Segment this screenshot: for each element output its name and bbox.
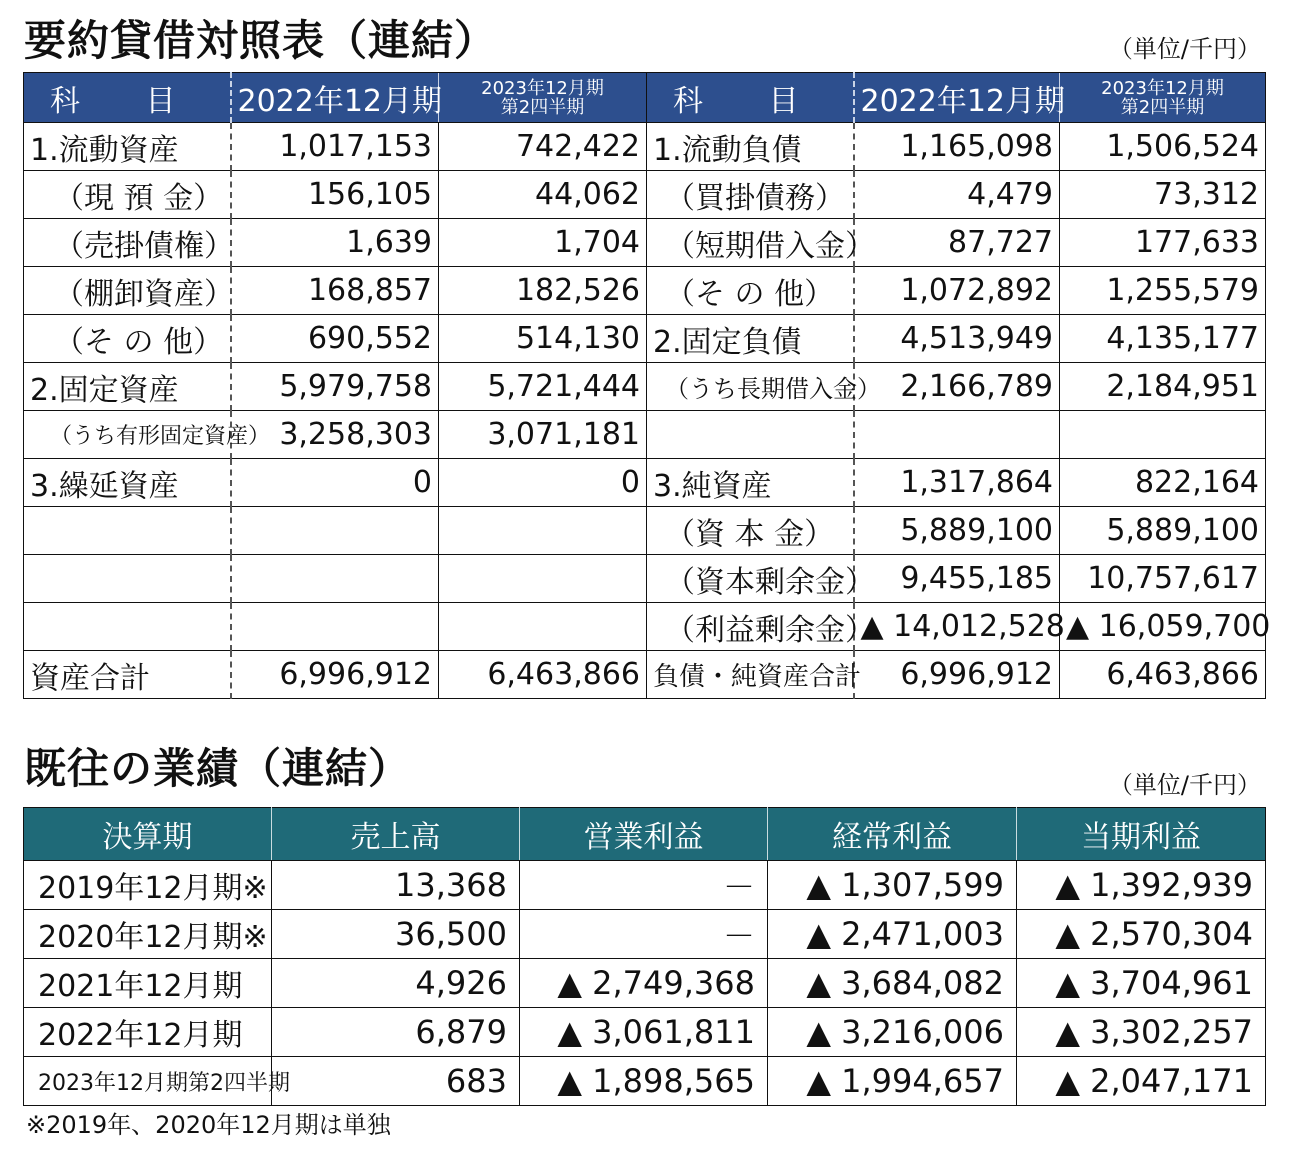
header-2022-liabilities: 2022年12月期 bbox=[854, 73, 1060, 123]
table-row bbox=[24, 267, 1266, 315]
performance-header-row bbox=[24, 808, 1266, 861]
asset-value-2023q2 bbox=[439, 507, 647, 555]
asset-value-2022: 690,552 bbox=[231, 315, 439, 363]
asset-label: （現 預 金） bbox=[24, 171, 231, 219]
liability-value-2023q2: 5,889,100 bbox=[1060, 507, 1266, 555]
liability-value-2022: 6,996,912 bbox=[854, 651, 1060, 699]
asset-label bbox=[24, 507, 231, 555]
asset-value-2023q2: 6,463,866 bbox=[439, 651, 647, 699]
operating-income-cell: － bbox=[520, 910, 768, 959]
liability-label: （資 本 金） bbox=[647, 507, 854, 555]
table-row bbox=[24, 459, 1266, 507]
asset-label: 3.繰延資産 bbox=[24, 459, 231, 507]
period-cell: 2020年12月期※ bbox=[24, 910, 272, 959]
asset-label: （売掛債権） bbox=[24, 219, 231, 267]
liability-value-2023q2: 73,312 bbox=[1060, 171, 1266, 219]
header-ordinary-income: 経常利益 bbox=[768, 808, 1017, 861]
asset-label: 2.固定資産 bbox=[24, 363, 231, 411]
table-row bbox=[24, 171, 1266, 219]
asset-value-2023q2: 1,704 bbox=[439, 219, 647, 267]
liability-label: 3.純資産 bbox=[647, 459, 854, 507]
header-operating-income: 営業利益 bbox=[520, 808, 768, 861]
operating-income-cell: ▲ 1,898,565 bbox=[520, 1057, 768, 1106]
asset-value-2022 bbox=[231, 555, 439, 603]
sales-cell: 36,500 bbox=[272, 910, 520, 959]
asset-value-2023q2: 44,062 bbox=[439, 171, 647, 219]
liability-value-2022: 9,455,185 bbox=[854, 555, 1060, 603]
balance-sheet-header-row bbox=[24, 73, 1266, 123]
asset-label: 資産合計 bbox=[24, 651, 231, 699]
table-row bbox=[24, 219, 1266, 267]
performance-unit: （単位/千円） bbox=[1108, 771, 1261, 799]
asset-value-2022: 1,017,153 bbox=[231, 123, 439, 171]
net-income-cell: ▲ 2,570,304 bbox=[1017, 910, 1266, 959]
header-2023q2-line2: 第2四半期 bbox=[1120, 96, 1205, 118]
asset-label: 1.流動資産 bbox=[24, 123, 231, 171]
asset-label: （うち有形固定資産） bbox=[24, 411, 231, 459]
asset-value-2023q2: 742,422 bbox=[439, 123, 647, 171]
asset-value-2022: 168,857 bbox=[231, 267, 439, 315]
table-row bbox=[24, 363, 1266, 411]
liability-label: （そ の 他） bbox=[647, 267, 854, 315]
asset-label: （棚卸資産） bbox=[24, 267, 231, 315]
liability-value-2023q2: 1,255,579 bbox=[1060, 267, 1266, 315]
period-cell: 2019年12月期※ bbox=[24, 861, 272, 910]
table-row bbox=[24, 507, 1266, 555]
operating-income-cell: ▲ 2,749,368 bbox=[520, 959, 768, 1008]
period-cell: 2021年12月期 bbox=[24, 959, 272, 1008]
ordinary-income-cell: ▲ 1,994,657 bbox=[768, 1057, 1017, 1106]
liability-value-2023q2: 4,135,177 bbox=[1060, 315, 1266, 363]
table-row bbox=[24, 555, 1266, 603]
performance-title: 既往の業績（連結） bbox=[24, 744, 412, 793]
liability-value-2023q2: 6,463,866 bbox=[1060, 651, 1266, 699]
liability-label: 負債・純資産合計 bbox=[647, 651, 854, 699]
ordinary-income-cell: ▲ 3,216,006 bbox=[768, 1008, 1017, 1057]
liability-value-2022: 87,727 bbox=[854, 219, 1060, 267]
period-cell: 2023年12月期第2四半期 bbox=[24, 1057, 272, 1106]
header-2022-assets: 2022年12月期 bbox=[231, 73, 439, 123]
liability-value-2023q2 bbox=[1060, 411, 1266, 459]
table-row bbox=[24, 123, 1266, 171]
asset-value-2023q2: 182,526 bbox=[439, 267, 647, 315]
header-net-income: 当期利益 bbox=[1017, 808, 1266, 861]
liability-value-2022: 1,317,864 bbox=[854, 459, 1060, 507]
ordinary-income-cell: ▲ 1,307,599 bbox=[768, 861, 1017, 910]
liability-value-2023q2: ▲ 16,059,700 bbox=[1060, 603, 1266, 651]
net-income-cell: ▲ 1,392,939 bbox=[1017, 861, 1266, 910]
sales-cell: 4,926 bbox=[272, 959, 520, 1008]
performance-table bbox=[23, 807, 1266, 1106]
liability-value-2022: 4,513,949 bbox=[854, 315, 1060, 363]
liability-value-2023q2: 1,506,524 bbox=[1060, 123, 1266, 171]
asset-value-2022: 6,996,912 bbox=[231, 651, 439, 699]
header-sales: 売上高 bbox=[272, 808, 520, 861]
asset-value-2022: 1,639 bbox=[231, 219, 439, 267]
liability-label: （うち長期借入金） bbox=[647, 363, 854, 411]
table-row bbox=[24, 959, 1266, 1008]
sales-cell: 683 bbox=[272, 1057, 520, 1106]
table-row bbox=[24, 411, 1266, 459]
ordinary-income-cell: ▲ 3,684,082 bbox=[768, 959, 1017, 1008]
footnote: ※2019年、2020年12月期は単独 bbox=[26, 1111, 391, 1139]
header-item-assets: 科 目 bbox=[24, 73, 231, 123]
asset-value-2023q2: 5,721,444 bbox=[439, 363, 647, 411]
header-2023q2-line1: 2023年12月期 bbox=[1101, 77, 1224, 99]
asset-value-2022: 156,105 bbox=[231, 171, 439, 219]
sales-cell: 13,368 bbox=[272, 861, 520, 910]
liability-value-2022: 1,165,098 bbox=[854, 123, 1060, 171]
liability-label: （利益剰余金） bbox=[647, 603, 854, 651]
liability-value-2023q2: 177,633 bbox=[1060, 219, 1266, 267]
liability-label: （短期借入金） bbox=[647, 219, 854, 267]
balance-sheet-unit: （単位/千円） bbox=[1108, 35, 1261, 63]
asset-label bbox=[24, 555, 231, 603]
table-row bbox=[24, 315, 1266, 363]
period-cell: 2022年12月期 bbox=[24, 1008, 272, 1057]
asset-value-2023q2 bbox=[439, 603, 647, 651]
table-row bbox=[24, 1008, 1266, 1057]
liability-value-2022: 4,479 bbox=[854, 171, 1060, 219]
liability-value-2023q2: 2,184,951 bbox=[1060, 363, 1266, 411]
asset-value-2023q2 bbox=[439, 555, 647, 603]
asset-value-2023q2: 514,130 bbox=[439, 315, 647, 363]
table-row bbox=[24, 651, 1266, 699]
liability-value-2023q2: 822,164 bbox=[1060, 459, 1266, 507]
operating-income-cell: ▲ 3,061,811 bbox=[520, 1008, 768, 1057]
liability-value-2022: ▲ 14,012,528 bbox=[854, 603, 1060, 651]
liability-value-2022 bbox=[854, 411, 1060, 459]
table-row bbox=[24, 1057, 1266, 1106]
asset-label bbox=[24, 603, 231, 651]
liability-label: 1.流動負債 bbox=[647, 123, 854, 171]
asset-value-2022: 5,979,758 bbox=[231, 363, 439, 411]
liability-label: 2.固定負債 bbox=[647, 315, 854, 363]
header-2023q2-assets bbox=[439, 73, 647, 123]
balance-sheet-title: 要約貸借対照表（連結） bbox=[24, 16, 498, 65]
liability-label: （買掛債務） bbox=[647, 171, 854, 219]
net-income-cell: ▲ 3,302,257 bbox=[1017, 1008, 1266, 1057]
liability-value-2023q2: 10,757,617 bbox=[1060, 555, 1266, 603]
asset-value-2022: 0 bbox=[231, 459, 439, 507]
asset-value-2022 bbox=[231, 507, 439, 555]
liability-value-2022: 2,166,789 bbox=[854, 363, 1060, 411]
header-item-liabilities: 科 目 bbox=[647, 73, 854, 123]
asset-value-2023q2: 0 bbox=[439, 459, 647, 507]
liability-label: （資本剰余金） bbox=[647, 555, 854, 603]
asset-label: （そ の 他） bbox=[24, 315, 231, 363]
table-row bbox=[24, 603, 1266, 651]
header-period: 決算期 bbox=[24, 808, 272, 861]
net-income-cell: ▲ 3,704,961 bbox=[1017, 959, 1266, 1008]
sales-cell: 6,879 bbox=[272, 1008, 520, 1057]
balance-sheet-table bbox=[23, 72, 1271, 699]
liability-label bbox=[647, 411, 854, 459]
ordinary-income-cell: ▲ 2,471,003 bbox=[768, 910, 1017, 959]
net-income-cell: ▲ 2,047,171 bbox=[1017, 1057, 1266, 1106]
liability-value-2022: 5,889,100 bbox=[854, 507, 1060, 555]
header-2023q2-liabilities bbox=[1060, 73, 1266, 123]
operating-income-cell: － bbox=[520, 861, 768, 910]
table-row bbox=[24, 910, 1266, 959]
asset-value-2022: 3,258,303 bbox=[231, 411, 439, 459]
header-2023q2-line1: 2023年12月期 bbox=[481, 77, 604, 99]
header-2023q2-line2: 第2四半期 bbox=[500, 96, 585, 118]
asset-value-2023q2: 3,071,181 bbox=[439, 411, 647, 459]
asset-value-2022 bbox=[231, 603, 439, 651]
liability-value-2022: 1,072,892 bbox=[854, 267, 1060, 315]
table-row bbox=[24, 861, 1266, 910]
